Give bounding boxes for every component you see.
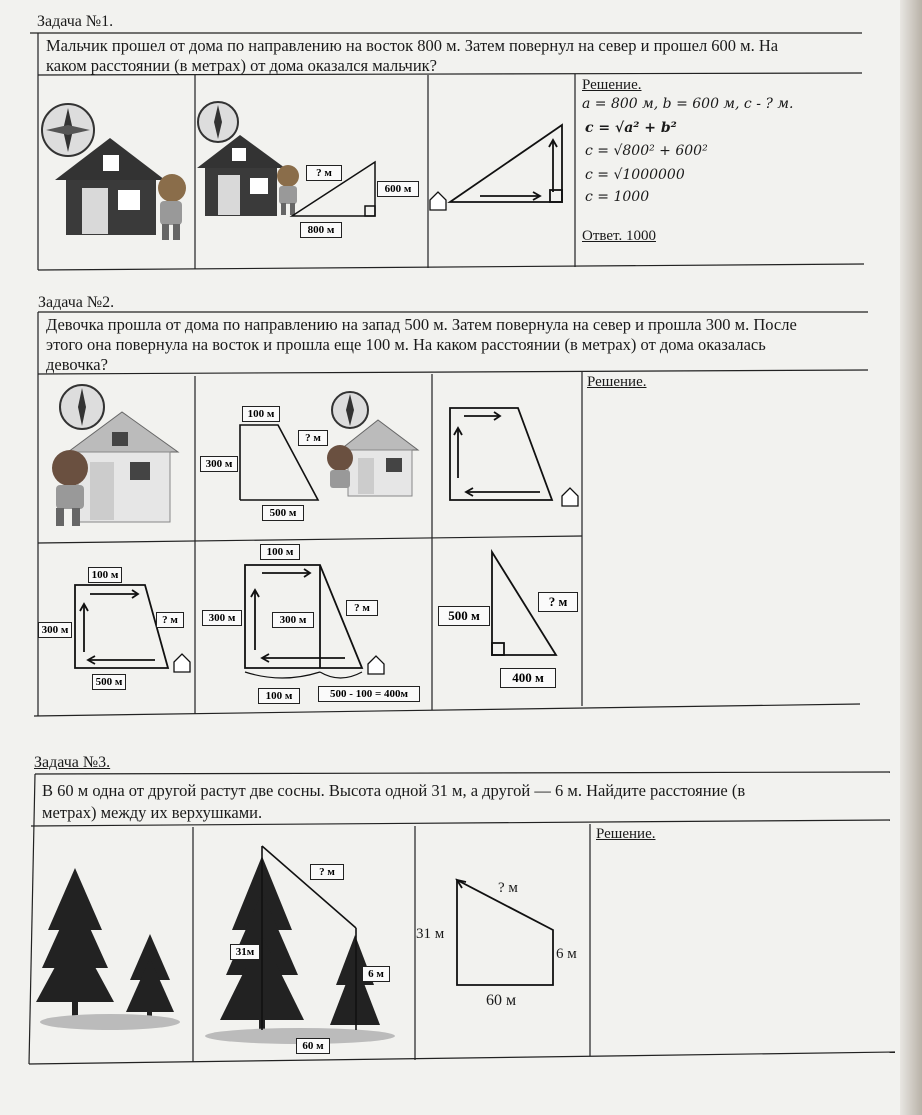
compass-icon-4 bbox=[332, 392, 368, 428]
task1-statement-line1: Мальчик прошел от дома по направлению на восток 800 м. Затем повернул на север и прошел 600 м. На bbox=[46, 36, 779, 55]
task2-diagram-2 bbox=[75, 585, 190, 672]
label-p5-bottom-1: 100 м bbox=[258, 688, 300, 704]
label-p4-unknown: ? м bbox=[156, 612, 184, 628]
label-t3-unknown: ? м bbox=[310, 864, 344, 880]
task1-title: Задача №1. bbox=[37, 13, 114, 30]
label-p6-unknown: ? м bbox=[538, 592, 578, 612]
label-t3-60: 60 м bbox=[296, 1038, 330, 1054]
label-p5-top: 100 м bbox=[260, 544, 300, 560]
task1-triangle-diagram bbox=[450, 125, 562, 202]
task3-title: Задача №3. bbox=[34, 754, 111, 771]
task2-diagram-3 bbox=[245, 565, 384, 678]
diagram-label-60: 60 м bbox=[486, 992, 517, 1009]
house-icon-2 bbox=[197, 135, 285, 216]
task1-answer: Ответ. 1000 bbox=[582, 228, 656, 244]
label-bottom-500: 500 м bbox=[262, 505, 304, 521]
label-600: 600 м bbox=[377, 181, 419, 197]
task1-step-2: c = √800² + 600² bbox=[585, 143, 708, 159]
pine-tree-icon bbox=[36, 868, 114, 1020]
task1-statement-line2: каком расстоянии (в метрах) от дома оказался мальчик? bbox=[46, 56, 437, 75]
label-p5-bottom-2: 500 - 100 = 400м bbox=[318, 686, 420, 702]
task1-step-3: c = √1000000 bbox=[585, 167, 685, 183]
label-p5-mid: 300 м bbox=[272, 612, 314, 628]
label-t3-31: 31м bbox=[230, 944, 260, 960]
label-p4-left: 300 м bbox=[38, 622, 72, 638]
label-p4-top: 100 м bbox=[88, 567, 122, 583]
task1-step-1: c = √a² + b² bbox=[585, 120, 677, 136]
task1-solution-title: Решение. bbox=[582, 77, 642, 93]
task2-solution-title: Решение. bbox=[587, 374, 647, 390]
boy-icon bbox=[158, 174, 186, 240]
label-800: 800 м bbox=[300, 222, 342, 238]
task1-step-4: c = 1000 bbox=[585, 189, 650, 205]
task2-diagram-1 bbox=[450, 408, 578, 506]
diagram-label-31: 31 м bbox=[416, 926, 445, 942]
task3-statement-line2: метрах) между их верхушками. bbox=[42, 803, 263, 822]
diagram-label-6: 6 м bbox=[556, 946, 577, 962]
diagram-label-unknown: ? м bbox=[498, 880, 518, 896]
label-unknown: ? м bbox=[306, 165, 342, 181]
grass-shape bbox=[40, 1014, 180, 1030]
label-p5-left: 300 м bbox=[202, 610, 242, 626]
home-icon bbox=[430, 192, 446, 210]
label-unknown-2: ? м bbox=[298, 430, 328, 446]
task3-statement-line1: В 60 м одна от другой растут две сосны. Высота одной 31 м, а другой — 6 м. Найдите расстояние (в bbox=[42, 781, 746, 800]
label-p5-unknown: ? м bbox=[346, 600, 378, 616]
label-p6-bottom: 400 м bbox=[500, 668, 556, 688]
task3-solution-title: Решение. bbox=[596, 826, 656, 842]
label-left-300: 300 м bbox=[200, 456, 238, 472]
pine-tree-icon-2 bbox=[126, 934, 174, 1022]
label-p6-left: 500 м bbox=[438, 606, 490, 626]
task2-statement-line3: девочка? bbox=[46, 355, 108, 374]
girl-icon-2 bbox=[327, 445, 353, 488]
task1-given: a = 800 м, b = 600 м, c - ? м. bbox=[582, 96, 794, 112]
label-p4-bottom: 500 м bbox=[92, 674, 126, 690]
label-top-100: 100 м bbox=[242, 406, 280, 422]
task2-title: Задача №2. bbox=[38, 294, 115, 311]
boy-icon-2 bbox=[277, 165, 299, 215]
task2-statement-line2: этого она повернула на восток и прошла еще 100 м. На каком расстоянии (в метрах) от дома оказалась bbox=[46, 335, 766, 354]
task2-statement-line1: Девочка прошла от дома по направлению на запад 500 м. Затем повернула на север и прошла 300 м. После bbox=[46, 315, 797, 334]
compass-icon-2 bbox=[198, 102, 238, 142]
label-t3-6: 6 м bbox=[362, 966, 390, 982]
compass-icon bbox=[42, 104, 94, 156]
compass-icon-3 bbox=[60, 385, 104, 429]
